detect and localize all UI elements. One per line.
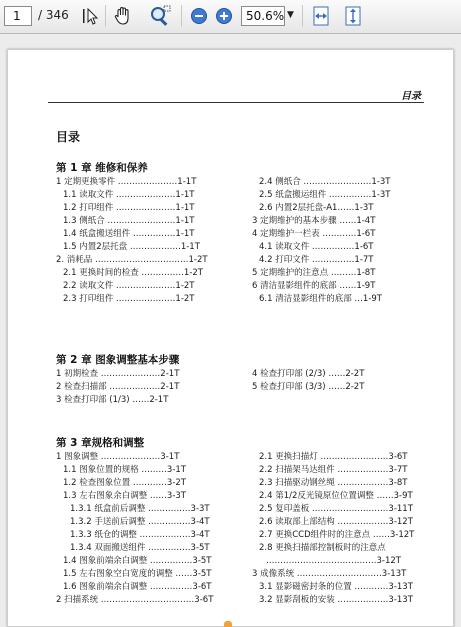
toc-entry[interactable]: 3 成像系统 …………………………3-13T [252, 569, 407, 579]
next-page-edge [224, 621, 232, 627]
toc-entry[interactable]: 4 定期维护一栏表 …………1-6T [252, 229, 376, 239]
toc-entry[interactable]: 3.2 显影刮板的安装 ………………3-13T [259, 595, 413, 605]
chapter-heading: 第 1 章 维修和保养 [56, 162, 148, 174]
fit-page-icon[interactable] [341, 3, 365, 29]
toc-column-right [252, 176, 448, 306]
toolbar-separator [105, 5, 106, 27]
toc-column-right [252, 451, 448, 607]
chevron-down-icon[interactable]: ▼ [287, 10, 294, 20]
toc-entry[interactable]: 3.1 显影磁密封条的位置 …………3-13T [259, 582, 413, 592]
document-page [7, 49, 454, 627]
toc-entry[interactable]: 6 清洁显影组件的底部 ……1-9T [252, 281, 376, 291]
toolbar-separator [181, 5, 182, 27]
toc-entry[interactable]: 1.3 侧纸合 ……………………1-1T [63, 216, 195, 226]
toc-entry[interactable]: 1 定期更换零件 …………………1-1T [56, 177, 197, 187]
toc-entry[interactable]: 1.4 纸盒搬送组件 ……………1-1T [63, 229, 195, 239]
hand-tool-icon[interactable] [110, 3, 136, 29]
toc-entry[interactable]: 6.1 清洁显影组件的底部 …1-9T [259, 294, 382, 304]
toc-column-left [56, 176, 246, 306]
toc-entry[interactable]: 1.1 读取文件 …………………1-1T [63, 190, 195, 200]
zoom-level-input[interactable]: 50.6% [241, 6, 285, 26]
toc-entry[interactable]: 1.6 图象前端余白调整 ……………3-6T [63, 582, 212, 592]
toc-entry[interactable]: 2. 消耗品 ……………………………1-2T [56, 255, 208, 265]
toc-entry[interactable]: 5 定期维护的注意点 ………1-8T [252, 268, 376, 278]
toc-entry[interactable]: 3 检查打印部 (1/3) ……2-1T [56, 395, 169, 405]
toc-entry[interactable]: 1.3.2 手送前后调整 ……………3-4T [70, 517, 210, 527]
zoom-in-icon[interactable] [213, 3, 235, 29]
page-number-input[interactable]: 1 [4, 6, 32, 26]
toc-entry[interactable]: 2.6 读取部上部结构 ………………3-12T [259, 517, 413, 527]
toc-entry[interactable]: …………………………………3-12T [266, 556, 401, 566]
page-title: 目录 [56, 130, 81, 144]
toc-entry[interactable]: 1 初期检查 …………………2-1T [56, 369, 180, 379]
toc-entry[interactable]: 4 检查打印部 (2/3) ……2-2T [252, 369, 365, 379]
document-viewport[interactable] [0, 35, 461, 627]
toc-entry[interactable]: 2.8 更换扫描部控制板时的注意点 [259, 543, 386, 553]
running-header-title: 目录 [401, 91, 421, 102]
toc-entry[interactable]: 1.3.4 双面搬送组件 ……………3-5T [70, 543, 210, 553]
chapter-heading: 第 2 章 图象调整基本步骤 [56, 354, 180, 366]
toc-entry[interactable]: 3 定期维护的基本步骤 ……1-4T [252, 216, 376, 226]
toc-entry[interactable]: 2 检查扫描部 ………………2-1T [56, 382, 180, 392]
toc-entry[interactable]: 2.6 内置2层托盘-A1……1-3T [259, 203, 374, 213]
toc-entry[interactable]: 1.3.3 纸仓的调整 ………………3-4T [70, 530, 210, 540]
toc-entry[interactable]: 4.2 打印文件 ……………1-7T [259, 255, 374, 265]
toc-entry[interactable]: 1.5 内置2层托盘 ………………1-1T [63, 242, 200, 252]
toc-entry[interactable]: 2.2 读取文件 …………………1-2T [63, 281, 195, 291]
toc-column-left [56, 451, 246, 607]
toc-entry[interactable]: 1.4 图象前端余白调整 ……………3-5T [63, 556, 212, 566]
toc-entry[interactable]: 2 扫描系统 ……………………………3-6T [56, 595, 214, 605]
toc-entry[interactable]: 2.2 扫描架马达组件 ………………3-7T [259, 465, 408, 475]
toc-entry[interactable]: 4.1 读取文件 ……………1-6T [259, 242, 374, 252]
toc-entry[interactable]: 2.5 纸盒搬运组件 ……………1-3T [259, 190, 391, 200]
toolbar [0, 0, 461, 34]
zoom-out-icon[interactable] [188, 3, 210, 29]
toc-entry[interactable]: 1.2 打印组件 …………………1-1T [63, 203, 195, 213]
toc-column-left [56, 368, 246, 407]
toc-entry[interactable]: 2.7 更换CCD组件时的注意点 ……3-12T [259, 530, 415, 540]
toc-column-right [252, 368, 448, 394]
zoom-marquee-icon[interactable] [146, 3, 174, 29]
toc-entry[interactable]: 2.3 扫描驱动钢丝绳 ………………3-8T [259, 478, 408, 488]
toc-entry[interactable]: 1.5 左右图象空白宽度的调整 ……3-5T [63, 569, 212, 579]
toc-entry[interactable]: 2.5 复印盖板 ………………………3-11T [259, 504, 413, 514]
toolbar-separator [302, 5, 303, 27]
header-rule [48, 102, 424, 103]
toc-entry[interactable]: 5 检查打印部 (3/3) ……2-2T [252, 382, 365, 392]
toc-entry[interactable]: 2.4 侧纸合 ……………………1-3T [259, 177, 391, 187]
toc-entry[interactable]: 2.3 打印组件 …………………1-2T [63, 294, 195, 304]
toc-entry[interactable]: 2.1 更换扫描灯 ……………………3-6T [259, 452, 408, 462]
toc-entry[interactable]: 2.4 第1/2反光镜原位位置调整 ……3-9T [259, 491, 413, 501]
toc-entry[interactable]: 1.2 检查图象位置 …………3-2T [63, 478, 186, 488]
toc-entry[interactable]: 1.3.1 纸盒前后调整 ……………3-3T [70, 504, 210, 514]
toc-entry[interactable]: 1 图象调整 …………………3-1T [56, 452, 180, 462]
page-total-label: / 346 [38, 8, 69, 22]
fit-width-icon[interactable] [309, 3, 333, 29]
toc-entry[interactable]: 1.3 左右图象余白调整 ……3-3T [63, 491, 186, 501]
chapter-heading: 第 3 章规格和调整 [56, 437, 145, 449]
toc-entry[interactable]: 2.1 更换时间的检查 ……………1-2T [63, 268, 203, 278]
select-cursor-icon[interactable] [78, 3, 102, 29]
toc-entry[interactable]: 1.1 图象位置的规格 ………3-1T [63, 465, 186, 475]
